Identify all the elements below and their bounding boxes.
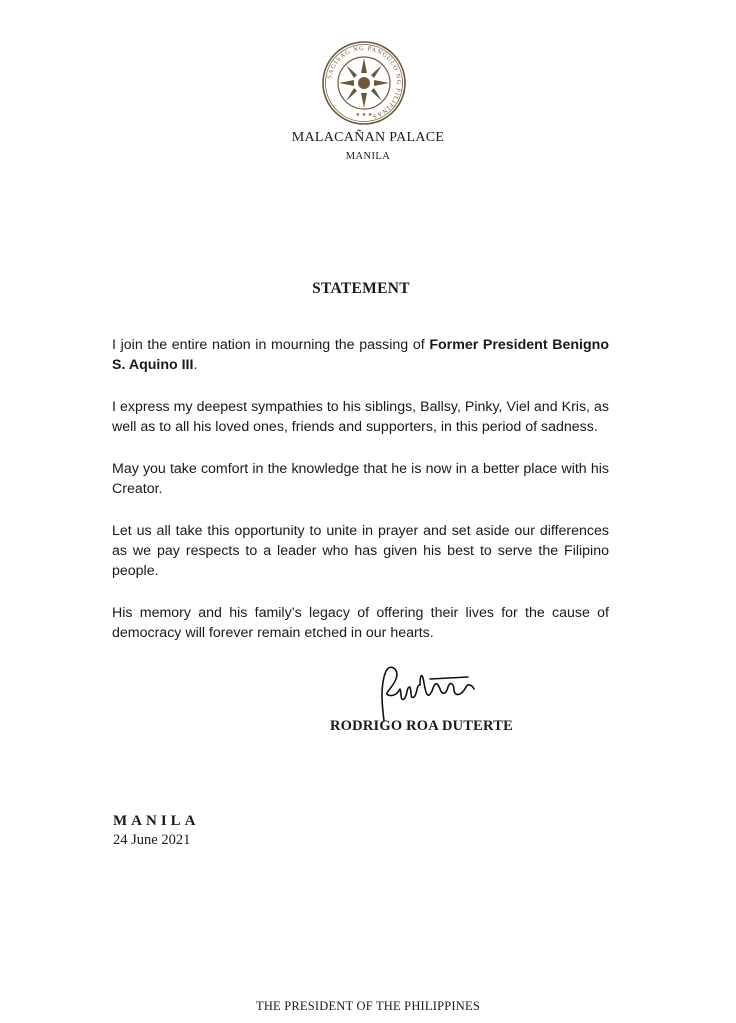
paragraph-1 [112, 335, 609, 375]
paragraph-1-text: I join the entire nation in mourning the passing of [112, 337, 430, 353]
place-of-issue: MANILA [113, 813, 200, 829]
palace-city: MANILA [345, 151, 391, 162]
issue-date: 24 June 2021 [113, 832, 191, 848]
handwritten-signature [370, 665, 490, 725]
seal-text: SAGISAG NG PANGULO NG PILIPINAS [326, 44, 403, 120]
signatory-name: RODRIGO ROA DUTERTE [330, 718, 513, 734]
paragraph-1-name: Former President Benigno S. Aquino III [112, 337, 609, 373]
svg-text:★ ★ ★: ★ ★ ★ [355, 112, 373, 118]
footer-title: THE PRESIDENT OF THE PHILIPPINES [255, 999, 480, 1013]
statement-body [112, 335, 609, 665]
paragraph-5: His memory and his family’s legacy of offering their lives for the cause of democracy will forever remain etched in our hearts. [112, 605, 609, 641]
presidential-seal-icon [321, 40, 407, 126]
paragraph-3: May you take comfort in the knowledge that he is now in a better place with his Creator. [112, 461, 609, 497]
paragraph-2: I express my deepest sympathies to his siblings, Ballsy, Pinky, Viel and Kris, as well as to all his loved ones, friends and supporters, in this period of sadness. [112, 399, 609, 435]
paragraph-4: Let us all take this opportunity to unite in prayer and set aside our differences as we pay respects to a leader who has given his best to serve the Filipino people. [112, 523, 609, 579]
paragraph-1-end: . [193, 357, 198, 373]
document-title: STATEMENT [312, 280, 410, 297]
palace-name: MALACAÑAN PALACE [291, 130, 445, 145]
